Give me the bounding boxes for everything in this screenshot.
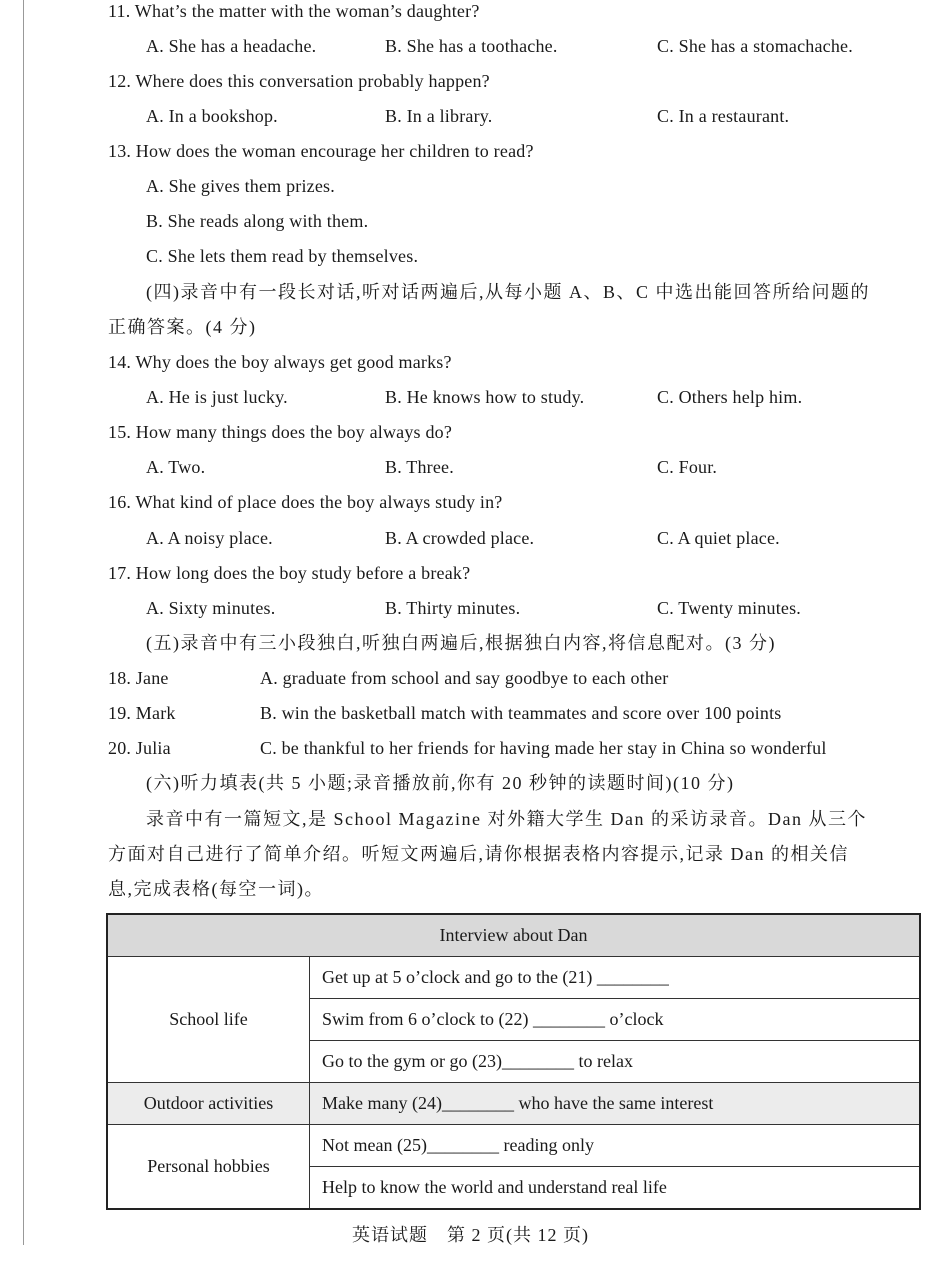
q15-option-c: C. Four. xyxy=(657,457,718,477)
section-6-paragraph-line3: 息,完成表格(每空一词)。 xyxy=(108,879,324,899)
match-item-19: 19. Mark xyxy=(108,703,176,723)
question-12: 12. Where does this conversation probably happen? xyxy=(108,71,490,91)
question-14: 14. Why does the boy always get good marks? xyxy=(108,352,452,372)
row-22-swim: Swim from 6 o’clock to (22) ________ o’clock xyxy=(310,999,921,1041)
question-13: 13. How does the woman encourage her children to read? xyxy=(108,141,534,161)
page-footer: 英语试题 第 2 页(共 12 页) xyxy=(352,1225,589,1245)
section-6-paragraph-line1: 录音中有一篇短文,是 School Magazine 对外籍大学生 Dan 的采访录音。Dan 从三个 xyxy=(146,809,867,829)
match-item-18: 18. Jane xyxy=(108,668,169,688)
match-option-b: B. win the basketball match with teammates and score over 100 points xyxy=(260,703,782,723)
q16-option-b: B. A crowded place. xyxy=(385,528,535,548)
row-23-gym: Go to the gym or go (23)________ to relax xyxy=(310,1041,921,1083)
q13-option-b: B. She reads along with them. xyxy=(146,211,369,231)
question-15: 15. How many things does the boy always do? xyxy=(108,422,453,442)
row-25-reading: Not mean (25)________ reading only xyxy=(310,1125,921,1167)
table-header: Interview about Dan xyxy=(107,914,920,957)
question-11: 11. What’s the matter with the woman’s daughter? xyxy=(108,1,480,21)
match-option-c: C. be thankful to her friends for having made her stay in China so wonderful xyxy=(260,738,827,758)
question-16: 16. What kind of place does the boy always study in? xyxy=(108,492,503,512)
question-17: 17. How long does the boy study before a break? xyxy=(108,563,471,583)
category-school-life: School life xyxy=(107,957,310,1083)
q17-option-b: B. Thirty minutes. xyxy=(385,598,521,618)
q14-option-b: B. He knows how to study. xyxy=(385,387,585,407)
category-outdoor-activities: Outdoor activities xyxy=(107,1083,310,1125)
match-option-a: A. graduate from school and say goodbye to each other xyxy=(260,668,669,688)
q16-option-a: A. A noisy place. xyxy=(146,528,273,548)
q17-option-c: C. Twenty minutes. xyxy=(657,598,802,618)
section-6-paragraph-line2: 方面对自己进行了简单介绍。听短文两遍后,请你根据表格内容提示,记录 Dan 的相关信 xyxy=(108,844,849,864)
q11-option-a: A. She has a headache. xyxy=(146,36,317,56)
section-4-instruction: (四)录音中有一段长对话,听对话两遍后,从每小题 A、B、C 中选出能回答所给问题的 xyxy=(146,282,870,302)
q13-option-a: A. She gives them prizes. xyxy=(146,176,335,196)
q15-option-a: A. Two. xyxy=(146,457,206,477)
q12-option-c: C. In a restaurant. xyxy=(657,106,790,126)
section-6-instruction: (六)听力填表(共 5 小题;录音播放前,你有 20 秒钟的读题时间)(10 分) xyxy=(146,773,735,793)
row-21-get-up: Get up at 5 o’clock and go to the (21) ________ xyxy=(310,957,921,999)
q14-option-c: C. Others help him. xyxy=(657,387,803,407)
q12-option-a: A. In a bookshop. xyxy=(146,106,278,126)
row-help-know-world: Help to know the world and understand real life xyxy=(310,1167,921,1210)
q13-option-c: C. She lets them read by themselves. xyxy=(146,246,419,266)
category-personal-hobbies: Personal hobbies xyxy=(107,1125,310,1210)
interview-table xyxy=(106,913,921,1210)
section-5-instruction: (五)录音中有三小段独白,听独白两遍后,根据独白内容,将信息配对。(3 分) xyxy=(146,633,776,653)
q17-option-a: A. Sixty minutes. xyxy=(146,598,276,618)
match-item-20: 20. Julia xyxy=(108,738,171,758)
q15-option-b: B. Three. xyxy=(385,457,454,477)
section-4-instruction-cont: 正确答案。(4 分) xyxy=(108,317,257,337)
q12-option-b: B. In a library. xyxy=(385,106,493,126)
row-24-make-friends: Make many (24)________ who have the same interest xyxy=(310,1083,921,1125)
page-margin-line xyxy=(23,0,24,1245)
q11-option-b: B. She has a toothache. xyxy=(385,36,558,56)
q14-option-a: A. He is just lucky. xyxy=(146,387,288,407)
q16-option-c: C. A quiet place. xyxy=(657,528,780,548)
q11-option-c: C. She has a stomachache. xyxy=(657,36,853,56)
